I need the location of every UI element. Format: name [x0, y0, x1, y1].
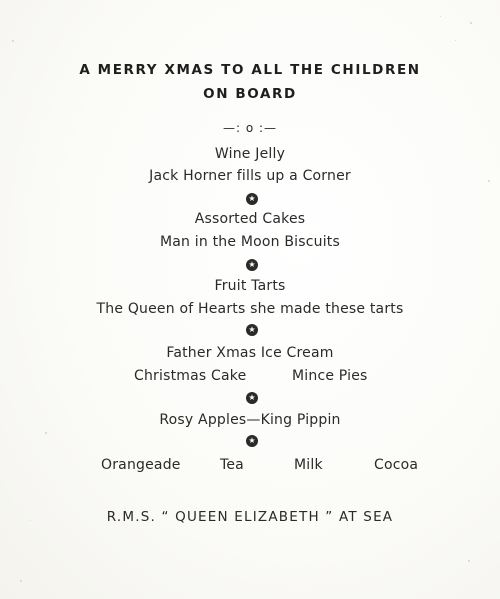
paper-speck	[440, 16, 441, 17]
paper-speck	[468, 560, 470, 562]
menu-title-line-2: ON BOARD	[203, 86, 297, 102]
paper-speck	[45, 432, 47, 434]
menu-item-right: Mince Pies	[292, 368, 368, 384]
star-in-circle-icon	[246, 193, 258, 205]
paper-speck	[12, 40, 14, 42]
star-in-circle-icon	[246, 392, 258, 404]
paper-speck	[20, 580, 22, 582]
menu-item: Rosy Apples—King Pippin	[159, 412, 341, 428]
drink-item: Tea	[220, 457, 244, 473]
paper-speck	[455, 40, 456, 41]
star-in-circle-icon	[246, 435, 258, 447]
menu-item: The Queen of Hearts she made these tarts	[96, 301, 404, 317]
drink-item: Milk	[294, 457, 323, 473]
menu-item-left: Christmas Cake	[134, 368, 247, 384]
menu-item: Wine Jelly	[214, 146, 286, 162]
drink-item: Cocoa	[374, 457, 419, 473]
menu-item: Jack Horner fills up a Corner	[149, 168, 351, 184]
title-divider: —: o :—	[222, 121, 278, 135]
menu-title-line-1: A MERRY XMAS TO ALL THE CHILDREN	[79, 62, 421, 78]
ship-footer: R.M.S. “ QUEEN ELIZABETH ” AT SEA	[106, 509, 394, 525]
menu-item: Man in the Moon Biscuits	[160, 234, 340, 250]
star-in-circle-icon	[246, 324, 258, 336]
drink-item: Orangeade	[101, 457, 181, 473]
menu-item: Assorted Cakes	[194, 211, 306, 227]
paper-speck	[470, 22, 472, 24]
menu-item: Fruit Tarts	[214, 278, 286, 294]
star-in-circle-icon	[246, 259, 258, 271]
menu-item: Father Xmas Ice Cream	[166, 345, 334, 361]
